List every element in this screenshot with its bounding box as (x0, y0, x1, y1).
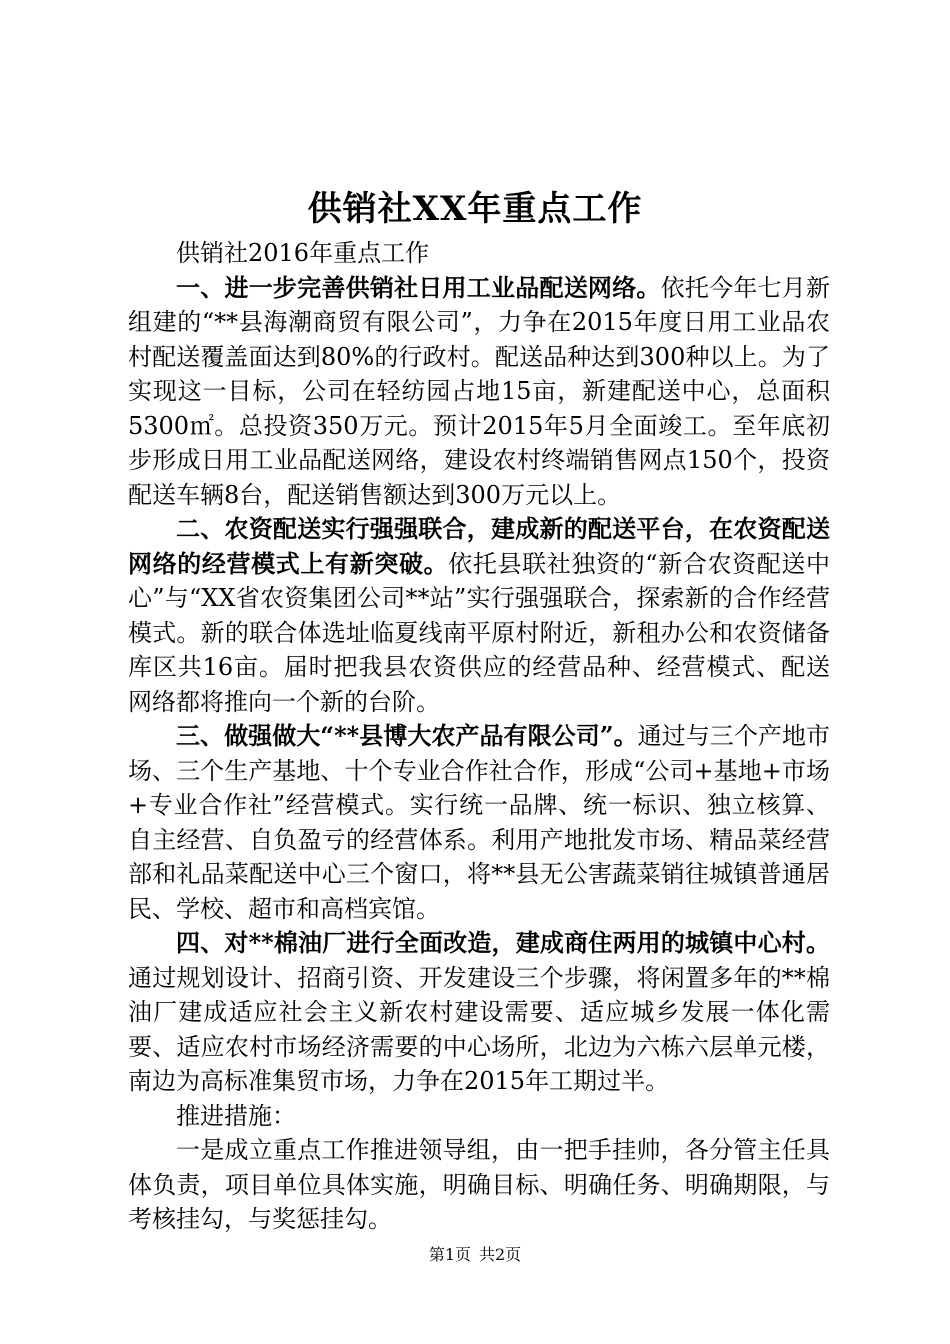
section-paragraph-3 (128, 719, 830, 926)
measures-heading: 推进措施： (176, 1101, 296, 1130)
section-paragraph-1 (128, 271, 830, 513)
page-footer (0, 1244, 950, 1266)
section-heading-4: 四、对**棉油厂进行全面改造，建成商住两用的城镇中心村。 (176, 928, 830, 957)
section-heading-1: 一、进一步完善供销社日用工业品配送网络。 (176, 272, 661, 302)
document-body (128, 236, 830, 1237)
page-number-current: 第1页 (428, 1245, 471, 1264)
section-paragraph-2 (128, 512, 830, 719)
document-title: 供销社XX年重点工作 (307, 189, 643, 229)
subtitle-paragraph: 供销社2016年重点工作 (176, 239, 430, 267)
section-heading-3: 三、做强做大“**县博大农产品有限公司”。 (176, 721, 638, 750)
section-heading-2: 二、农资配送实行强强联合，建成新的配送平台，在农资配送网络的经营模式上有新突破。 (128, 514, 830, 578)
section-text-4: 通过规划设计、招商引资、开发建设三个步骤，将闲置多年的**棉油厂建成适应社会主义新农村建设需要、适应城乡发展一体化需要、适应农村市场经济需要的中心场所，北边为六栋六层单元楼，南边为高标准集贸市场，力争在2015年工期过半。 (128, 963, 830, 1095)
section-text-2: 依托县联社独资的“新合农资配送中心”与“XX省农资集团公司**站”实行强强联合，探索新的合作经营模式。新的联合体选址临夏线南平原村附近，新租办公和农资储备库区共16亩。届时把我县农资供应的经营品种、经营模式、配送网络都将推向一个新的台阶。 (128, 549, 830, 716)
measure-paragraph-1: 一是成立重点工作推进领导组，由一把手挂帅，各分管主任具体负责，项目单位具体实施，明确目标、明确任务、明确期限，与考核挂勾，与奖惩挂勾。 (128, 1136, 830, 1233)
section-text-1: 依托今年七月新组建的“**县海潮商贸有限公司”，力争在2015年度日用工业品农村配送覆盖面达到80%的行政村。配送品种达到300种以上。为了实现这一目标，公司在轻纺园占地15亩，新建配送中心，总面积5300㎡。总投资350万元。预计2015年5月全面竣工。至年底初步形成日用工业品配送网络，建设农村终端销售网点150个，投资配送车辆8台，配送销售额达到300万元以上。 (128, 273, 831, 509)
section-paragraph-4 (128, 926, 830, 1099)
section-text-3: 通过与三个产地市场、三个生产基地、十个专业合作社合作，形成“公司+基地+市场+专业合作社”经营模式。实行统一品牌、统一标识、独立核算、自主经营、自负盈亏的经营体系。利用产地批发市场、精品菜经营部和礼品菜配送中心三个窗口，将**县无公害蔬菜销往城镇普通居民、学校、超市和高档宾馆。 (128, 722, 831, 923)
page-number-total: 共2页 (479, 1245, 522, 1264)
